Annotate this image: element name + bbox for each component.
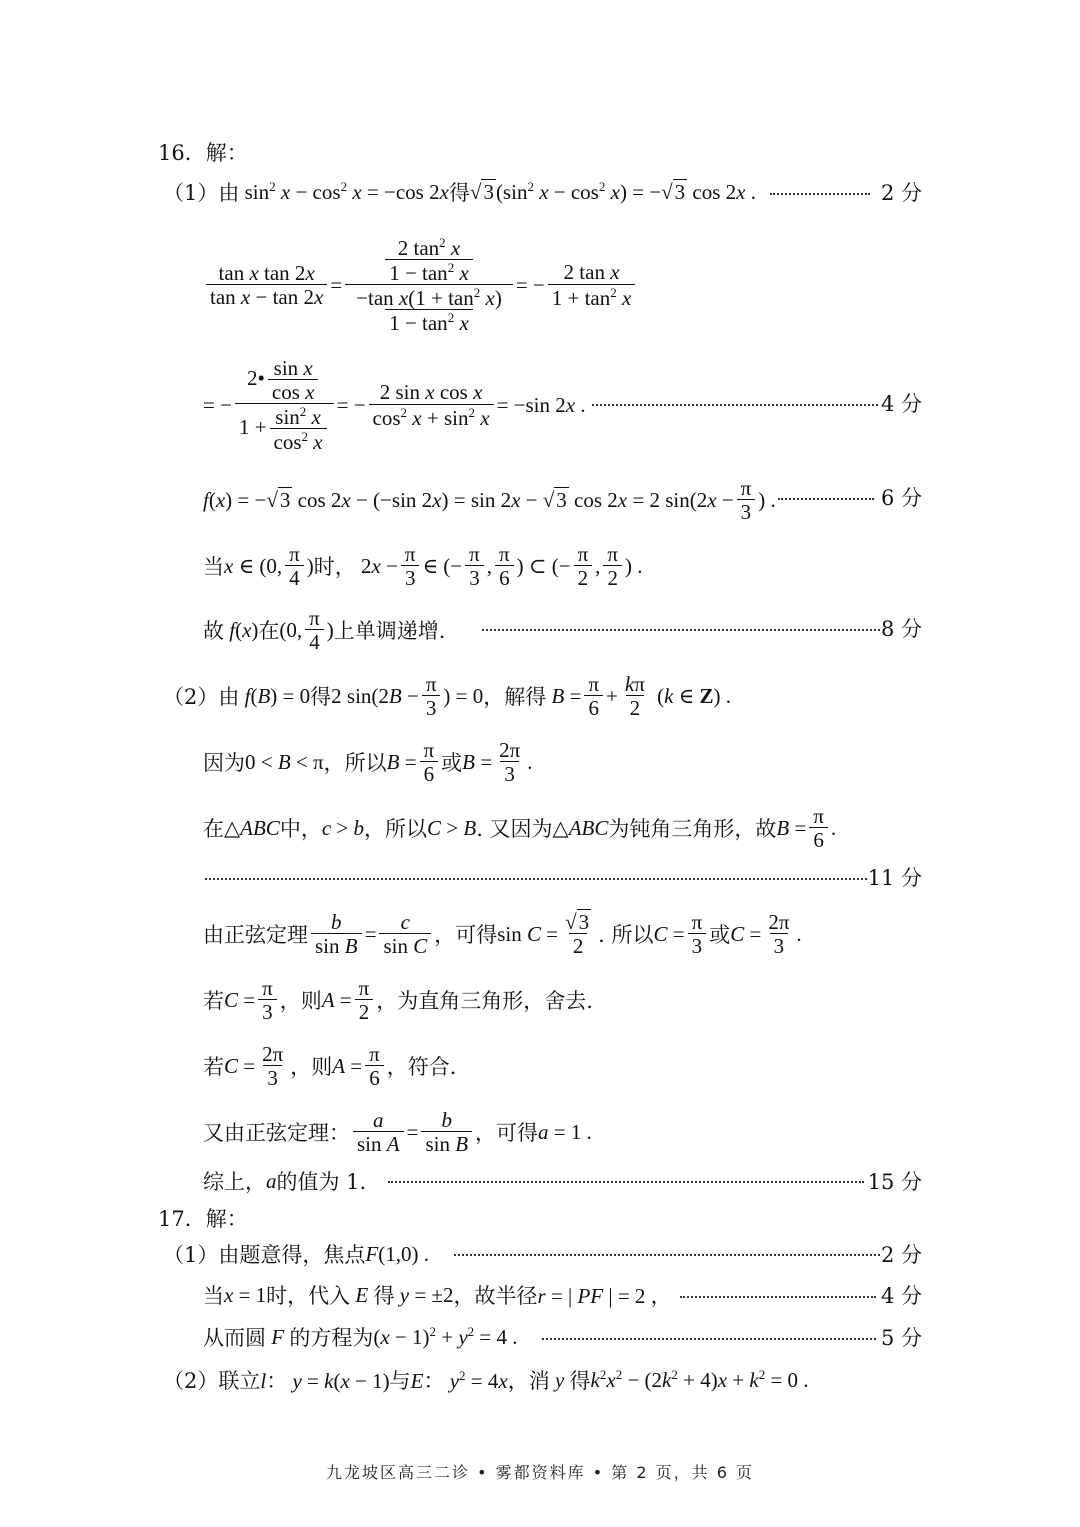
- text: 得: [373, 1284, 395, 1308]
- text: . 又因为: [476, 817, 553, 841]
- text: 由正弦定理: [203, 923, 308, 947]
- dot-leader: [482, 629, 880, 631]
- q17-line4: （2）联立 l： y = k(x − 1) 与 E： $y^2 = 4x$ ，消 y 得 $k^2x^2 - (2k^2 + 4)x + k^2 = 0$ .: [163, 1367, 809, 1393]
- text: ，为直角三角形，舍去.: [376, 989, 593, 1013]
- text: ，所以: [323, 751, 387, 775]
- score-5: 5 分: [880, 1326, 922, 1350]
- text: 的值为 1.: [276, 1170, 367, 1194]
- dot-leader: [778, 498, 874, 500]
- text: 在: [258, 619, 280, 643]
- text: ，则: [290, 1055, 333, 1079]
- q16-case1-line: 若 C = $\frac{\pi}{3}$ ，则 A = $\frac{\pi}{2}$ ，为直角三角形，舍去.: [203, 975, 593, 1024]
- text: ，则: [279, 989, 322, 1013]
- dot-leader: [205, 878, 867, 880]
- q17-heading: 17．解：: [158, 1207, 248, 1231]
- q17-line1: （1）由题意得，焦点 F(1,0) .: [163, 1239, 429, 1269]
- q16-conclusion-line: 综上， a 的值为 1.: [203, 1166, 366, 1196]
- text: ，消: [507, 1369, 550, 1393]
- q16-range-line: 因为 0 < B < π ，所以 B = $\frac{\pi}{6}$ 或 B = $\frac{2\pi}{3}$ .: [203, 737, 533, 786]
- score-4: 4 分: [880, 392, 922, 416]
- text: （2）联立: [163, 1369, 261, 1393]
- text: 上单调递增.: [333, 619, 446, 643]
- q17-line2: 当 x = 1 时，代入 E 得 y = ±2 ，故半径 r = | PF | = 2 ，: [203, 1280, 672, 1310]
- dot-leader: [680, 1296, 876, 1298]
- text: 为钝角三角形，故: [608, 817, 777, 841]
- text: 或: [709, 923, 731, 947]
- text: 当: [203, 1284, 224, 1308]
- q16-interval-line: 当 x ∈ (0, π 4 ) 时， 2x − $\frac{\pi}{3}$ ∈ (− $\frac{\pi}{3}$ , π 6 ) ⊂ (− $\frac{\pi}{2}$ , π 2 ) .: [203, 541, 643, 590]
- text: 得: [569, 1369, 591, 1393]
- text: （1）由题意得，焦点: [163, 1243, 366, 1267]
- score-6: 6 分: [880, 486, 922, 510]
- score-2: 2 分: [880, 181, 922, 205]
- de-text: 得: [448, 181, 470, 205]
- text: ，符合.: [386, 1055, 457, 1079]
- text: 得: [310, 685, 332, 709]
- text: 的方程为: [289, 1326, 374, 1350]
- text: . 所以: [598, 923, 654, 947]
- dot-leader: [592, 404, 878, 406]
- text: ，故半径: [453, 1284, 538, 1308]
- score-8: 8 分: [880, 617, 922, 641]
- text: ，所以: [364, 817, 427, 841]
- text: 或: [441, 751, 463, 775]
- dot-leader: [542, 1338, 876, 1340]
- q16-sine-rule-line: 由正弦定理 $\frac{b}{\text{sin B}}$ = $\frac{c}{\text{sin C}}$ ，可得 sin C = $\frac{√3}{2}$ . 所以 C = $\frac{\pi}{3}$ 或 C = $\frac{2\pi}{3}$ .: [203, 909, 802, 958]
- text: 在: [203, 817, 224, 841]
- text: 因为: [203, 751, 245, 775]
- dot-leader: [770, 193, 870, 195]
- text: 时，: [313, 555, 356, 579]
- text: 故: [203, 619, 224, 643]
- q17-line3: 从而圆 F 的方程为 $(x - 1)^2 + y^2 = 4$ .: [203, 1324, 518, 1350]
- q16-part2-line1: （2）由 f (B) = 0 得 2 sin(2B − $\frac{\pi}{3}$ ) = 0 ，解得 B = $\frac{\pi}{6}$ + $\frac{k\pi}{2}$ (k ∈ Z) .: [163, 671, 731, 720]
- part1-label: （1）由: [163, 181, 240, 205]
- score-15: 15 分: [867, 1170, 922, 1194]
- q16-case2-line: 若 C = $\frac{2\pi}{3}$ ，则 A = $\frac{\pi}{6}$ ，符合.: [203, 1041, 457, 1090]
- text: 若: [203, 989, 224, 1013]
- score-2b: 2 分: [880, 1243, 922, 1267]
- score-11: 11 分: [867, 866, 922, 890]
- q16-sine-rule2-line: 又由正弦定理： $\frac{a}{\text{sin A}}$ = $\frac{b}{\text{sin B}}$ ，可得 a = 1 .: [203, 1107, 592, 1156]
- text: 若: [203, 1055, 224, 1079]
- text: 中，: [279, 817, 322, 841]
- text: 从而圆: [203, 1326, 266, 1350]
- text: ，可得: [475, 1121, 539, 1145]
- q16-tan-equation: $\frac{\text{tan x tan 2x}}{\text{tan x − tan 2x}}$ = $\frac{\frac{2 \tan^2 x}{1 - \tan^2 x}}{\frac{-\tan x(1 + \tan^2 x)}{1 - \tan^2 x}}$ = − $\frac{\text{2 tan x}}{1 + \tan^2 x}$: [203, 225, 638, 345]
- q16-triangle-line: 在 △ABC 中， c > b ，所以 C > B . 又因为 △ABC 为钝角三角形，故 B = $\frac{\pi}{6}$ .: [203, 803, 837, 852]
- q16-monotonic-line: 故 f (x) 在 (0, π 4 ) 上单调递增.: [203, 605, 446, 654]
- part2-label: （2）由: [163, 685, 240, 709]
- score-4b: 4 分: [880, 1284, 922, 1308]
- q16-sin-equation: = − 2• $\frac{\text{sin x}}{\text{cos x}}$ 1 + $\frac{\sin^2 x}{\cos^2 x}$ = − $\frac{\text{2 sin x cos x}}{\cos^2 x + \sin^2 x}$ = −sin 2x .: [203, 355, 586, 455]
- text: ，解得: [483, 685, 547, 709]
- dot-leader: [388, 1181, 864, 1183]
- text: 时，代入: [266, 1284, 351, 1308]
- text: 当: [203, 555, 224, 579]
- text: 综上，: [203, 1170, 266, 1194]
- dot-leader: [454, 1254, 880, 1256]
- q16-heading: 16．解：: [158, 141, 248, 165]
- text: ，可得: [434, 923, 498, 947]
- text: 与: [389, 1369, 411, 1393]
- text: 又由正弦定理：: [203, 1121, 350, 1145]
- page-footer: 九龙坡区高三二诊 • 雾都资料库 • 第 2 页，共 6 页: [326, 1463, 754, 1482]
- q16-part1-line1: （1）由 $\sin^2$ x − $\cos^2$ x = −cos 2 x 得 $√3(\sin^2$ x − $\cos^2$ x ) = −√3 cos 2 x .: [163, 179, 756, 205]
- q16-fx-line: f (x) = −√3 cos 2x − (−sin 2x) = sin 2x − √3 cos 2x = 2 sin(2x − $\frac{\pi}{3}$ ) .: [203, 475, 776, 524]
